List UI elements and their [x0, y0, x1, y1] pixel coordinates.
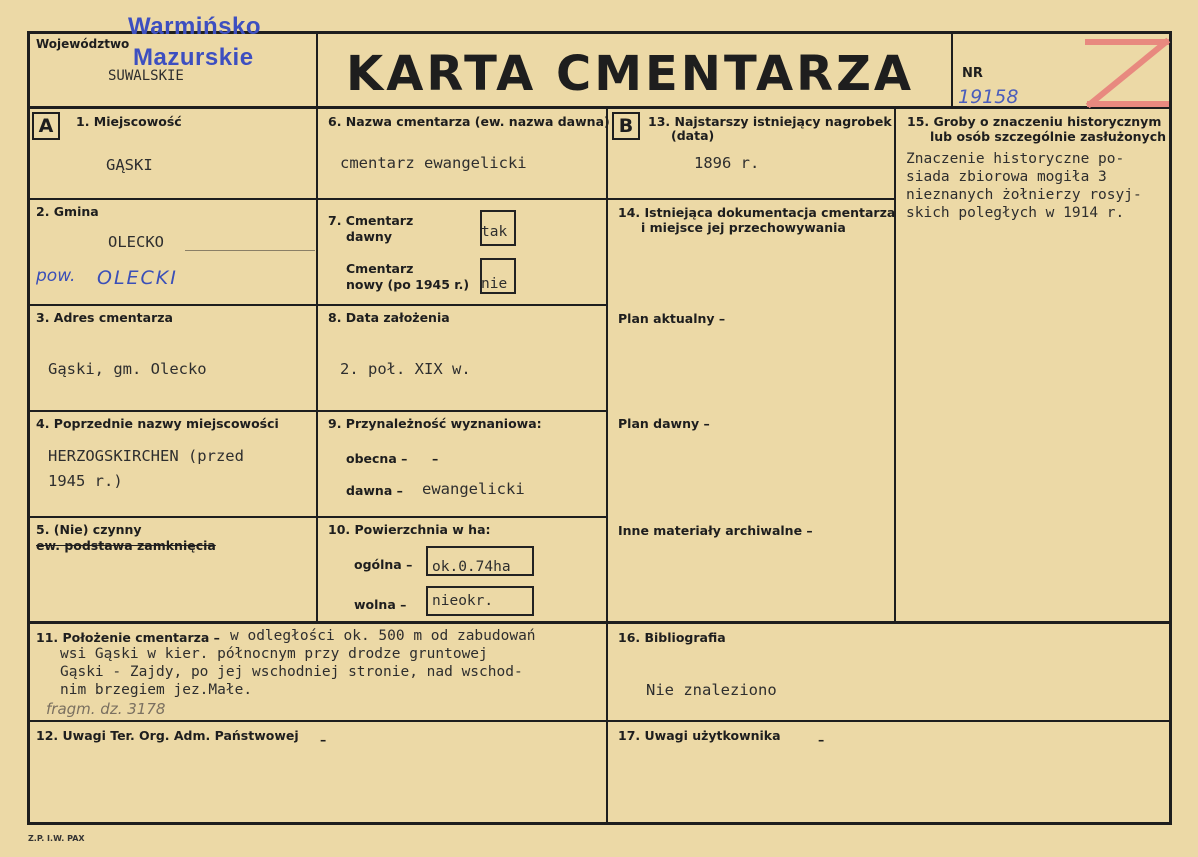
f3-value: Gąski, gm. Olecko: [48, 360, 207, 378]
f9-obecna-label: obecna –: [346, 451, 408, 466]
nr-label: NR: [962, 66, 983, 81]
f2-handwritten-value: OLECKI: [97, 267, 178, 289]
region-stamp-line2: Mazurskie: [133, 44, 254, 71]
f7-dawny-value: tak: [481, 224, 508, 240]
f14-label-line2: i miejsce jej przechowywania: [641, 220, 846, 235]
f10-wolna-label: wolna –: [354, 597, 407, 612]
printer-imprint: Z.P. I.W. PAX: [28, 834, 85, 843]
wojewodztwo-label: Województwo: [36, 37, 130, 51]
row-line-1: [27, 198, 607, 200]
row-line-4: [27, 516, 607, 518]
f15-label-line2: lub osób szczególnie zasłużonych: [930, 129, 1167, 144]
f2-handwritten-prefix: pow.: [36, 266, 76, 286]
f9-label: 9. Przynależność wyznaniowa:: [328, 416, 542, 431]
frame-bottom: [27, 822, 1172, 825]
f7-nowy-value: nie: [481, 276, 508, 292]
f13-value: 1896 r.: [694, 154, 760, 172]
f10-ogolna-label: ogólna –: [354, 557, 413, 572]
f11-text-line3: Gąski - Zajdy, po jej wschodniej stronie, nad wschod-: [60, 664, 523, 680]
card-title: KARTA CMENTARZA: [346, 46, 915, 102]
f5-label-line1: 5. (Nie) czynny: [36, 522, 142, 537]
f15-text-line3: nieznanych żołnierzy rosyj-: [906, 187, 1142, 203]
f1-label: 1. Miejscowość: [76, 114, 182, 129]
f7-nowy-label-1: Cmentarz: [346, 261, 414, 276]
f14-plan-dawny: Plan dawny –: [618, 416, 710, 431]
f12-value: –: [320, 732, 327, 747]
frame-left: [27, 31, 30, 825]
section-b-letter: B: [612, 112, 640, 140]
f14-plan-aktualny: Plan aktualny –: [618, 311, 726, 326]
f11-text-line2: wsi Gąski w kier. północnym przy drodze gruntowej: [60, 646, 488, 662]
f5-label-line2: ew. podstawa zamknięcia: [36, 538, 216, 553]
f11-text-line1: w odległości ok. 500 m od zabudowań: [230, 628, 536, 644]
f3-label: 3. Adres cmentarza: [36, 310, 173, 325]
section-a-letter: A: [32, 112, 60, 140]
f11-text-line4: nim brzegiem jez.Małe.: [60, 682, 253, 698]
red-z-mark: [1082, 36, 1172, 110]
f9-dawna-label: dawna –: [346, 483, 403, 498]
row-line-3: [27, 410, 607, 412]
nr-value: 19158: [958, 86, 1019, 108]
header-divider-left: [316, 31, 318, 108]
frame-right: [1169, 31, 1172, 825]
f17-value: –: [818, 732, 825, 747]
f13-label-line2: (data): [671, 128, 715, 143]
f16-label: 16. Bibliografia: [618, 630, 726, 645]
f7-nowy-label-2: nowy (po 1945 r.): [346, 277, 470, 292]
f7-dawny-label-1: 7. Cmentarz: [328, 213, 414, 228]
col-divider-1: [316, 106, 318, 622]
f9-dawna-value: ewangelicki: [422, 480, 525, 498]
f1-value: GĄSKI: [106, 156, 153, 174]
f16-value: Nie znaleziono: [646, 681, 777, 699]
f11-label: 11. Położenie cmentarza –: [36, 630, 220, 645]
f12-label: 12. Uwagi Ter. Org. Adm. Państwowej: [36, 728, 299, 743]
f15-text-line1: Znaczenie historyczne po-: [906, 151, 1125, 167]
f10-wolna-value: nieokr.: [432, 593, 494, 609]
pencil-underline: [185, 250, 315, 251]
f14-inne: Inne materiały archiwalne –: [618, 523, 813, 538]
f10-ogolna-value: ok.0.74ha: [432, 559, 511, 575]
f17-label: 17. Uwagi użytkownika: [618, 728, 781, 743]
f2-label: 2. Gmina: [36, 204, 99, 219]
f7-dawny-label-2: dawny: [346, 229, 392, 244]
f14-label-line1: 14. Istniejąca dokumentacja cmentarza: [618, 205, 896, 220]
f8-label: 8. Data założenia: [328, 310, 450, 325]
f15-label-line1: 15. Groby o znaczeniu historycznym: [907, 114, 1162, 129]
f8-value: 2. poł. XIX w.: [340, 360, 471, 378]
col-divider-2: [606, 106, 608, 824]
f4-value-line2: 1945 r.): [48, 472, 123, 490]
col-divider-3: [894, 106, 896, 622]
f4-label: 4. Poprzednie nazwy miejscowości: [36, 416, 279, 431]
f9-obecna-value: –: [432, 451, 439, 466]
f4-value-line1: HERZOGSKIRCHEN (przed: [48, 447, 244, 465]
f15-text-line2: siada zbiorowa mogiła 3: [906, 169, 1107, 185]
header-divider-right: [951, 31, 953, 108]
f13-label-line1: 13. Najstarszy istniejący nagrobek: [648, 114, 892, 129]
lower-block-top: [27, 621, 1172, 624]
f15-text-line4: skich poległych w 1914 r.: [906, 205, 1125, 221]
region-stamp-line1: Warmińsko: [128, 13, 261, 40]
f11-handwritten-note: fragm. dz. 3178: [46, 700, 166, 718]
f6-value: cmentarz ewangelicki: [340, 154, 527, 172]
wojewodztwo-value: SUWALSKIE: [108, 68, 184, 84]
f2-value: OLECKO: [108, 233, 164, 251]
f6-label: 6. Nazwa cmentarza (ew. nazwa dawna): [328, 114, 610, 129]
row-line-col3: [607, 198, 895, 200]
lower-block-mid: [27, 720, 1172, 722]
row-line-2: [27, 304, 607, 306]
f10-label: 10. Powierzchnia w ha:: [328, 522, 491, 537]
